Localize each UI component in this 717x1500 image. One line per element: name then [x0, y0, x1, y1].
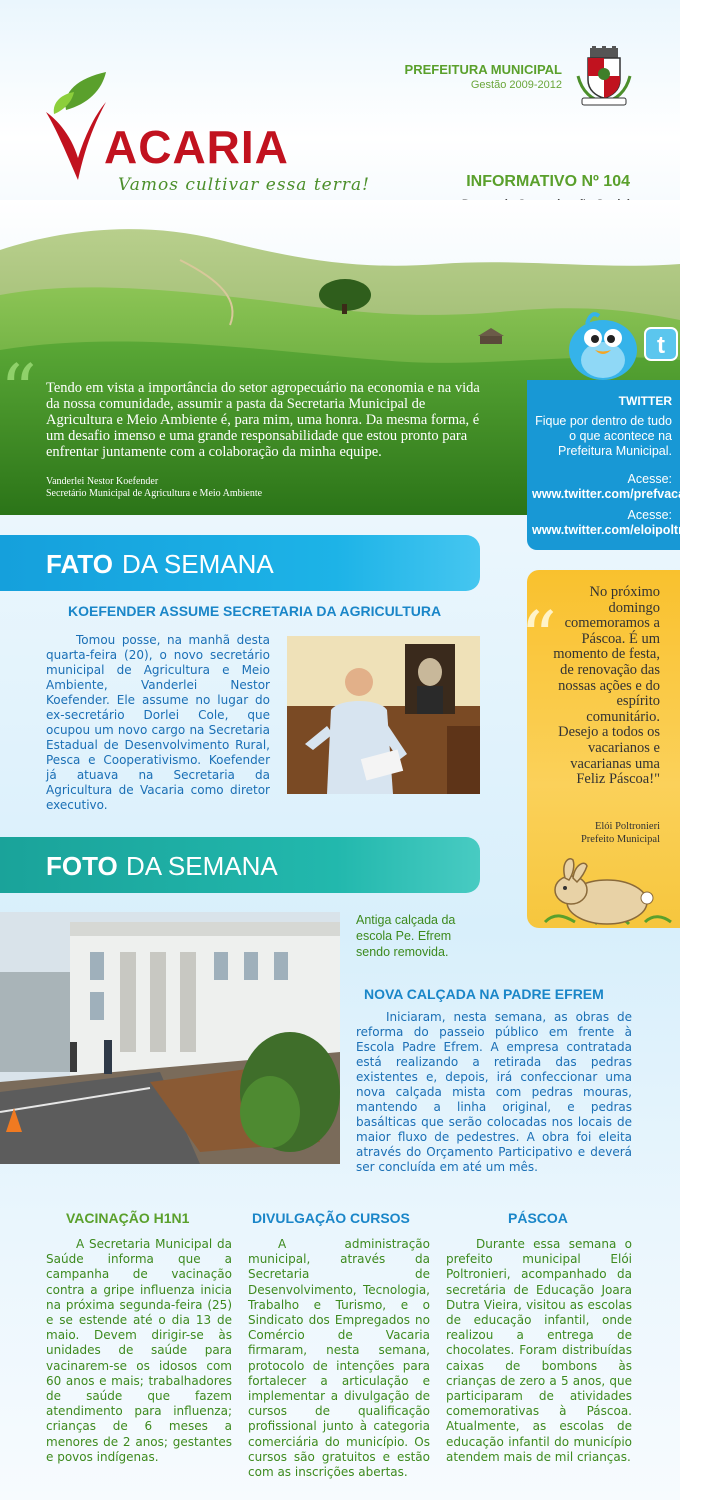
- twitter-text: Fique por dentro de tudo o que acontece na Prefeitura Municipal.: [535, 414, 672, 458]
- quote-mark-icon: “: [0, 349, 37, 433]
- easter-quote-mark-icon: “: [520, 596, 557, 680]
- twitter-badge-glyph: t: [657, 332, 665, 359]
- fato-da-semana-banner: [0, 535, 480, 591]
- bunny-icon: [535, 852, 675, 930]
- koefender-photo: [287, 636, 480, 794]
- col3-body: Durante essa semana o prefeito municipal Elói Poltronieri, acompanhado da secretária de Educação Joara Dutra Vieira, visitou as escolas de educação infantil, onde realizou a entrega de chocolates. Foram distribuídas caixas de bombons às crianças de zero a 5 anos, que participaram de atividades comemorativas à Páscoa. Atualmente, as escolas de educação infantil do município atendem mais de mil crianças.: [446, 1237, 632, 1464]
- twitter-link-eloipoltronieri[interactable]: Acesse: www.twitter.com/eloipoltronieri: [532, 508, 717, 537]
- school-sidewalk-photo: [0, 912, 340, 1164]
- easter-message-text: No próximo domingo comemoramos a Páscoa. É um momento de festa, de renovação das nossas ações e do espírito comunitário. Desejo a todos os vacarianos e vacarianas uma Feliz Páscoa!": [553, 584, 660, 788]
- fato-body: Tomou posse, na manhã desta quarta-feira (20), o novo secretário municipal de Agricultura e Meio Ambiente, Vanderlei Nestor Koefender. Ele assume no lugar do ex-secretário Dorlei Cole, que ocupou um novo cargo na Secretaria Estadual de Desenvolvimento Rural, Pesca e Cooperativismo. Koefender já atuava na Secretaria da Agricultura de Vacaria como diretor executivo.: [46, 633, 270, 812]
- col1-body: A Secretaria Municipal da Saúde informa que a campanha de vacinação contra a gripe influenza inicia na próxima segunda-feira (25) e se estende até o dia 13 de maio. Devem dirigir-se às unidades de saúde para vacinarem-se os idosos com 60 anos e mais; trabalhadores de saúde que fazem atendimento para influenza; crianças de 6 meses a menores de 2 anos; gestantes e povos indígenas.: [46, 1237, 232, 1464]
- foto-caption: Antiga calçada da escola Pe. Efrem sendo removida.: [356, 913, 456, 959]
- foto-banner-rest: DA SEMANA: [126, 851, 278, 881]
- col2-headline: DIVULGAÇÃO CURSOS: [252, 1210, 410, 1226]
- intro-author-role: Secretário Municipal de Agricultura e Meio Ambiente: [46, 488, 263, 499]
- fato-banner-rest: DA SEMANA: [122, 549, 274, 579]
- prefeitura-term: Gestão 2009-2012: [470, 79, 562, 91]
- easter-author: [581, 820, 660, 846]
- fato-banner-bold: FATO: [46, 549, 113, 579]
- informativo-number: INFORMATIVO Nº 104: [466, 173, 630, 190]
- foto-headline: NOVA CALÇADA NA PADRE EFREM: [364, 986, 604, 1002]
- intro-author-name: Vanderlei Nestor Koefender: [46, 476, 159, 487]
- twitter-heading: TWITTER: [618, 394, 672, 408]
- col3-headline: PÁSCOA: [508, 1210, 568, 1226]
- twitter-box: [527, 380, 717, 550]
- intro-quote-author: [46, 476, 262, 500]
- municipal-crest-icon: [576, 46, 632, 106]
- prefeitura-title: PREFEITURA MUNICIPAL: [404, 62, 562, 77]
- foto-da-semana-banner: [0, 837, 480, 893]
- foto-banner-bold: FOTO: [46, 851, 118, 881]
- col1-headline: VACINAÇÃO H1N1: [66, 1210, 190, 1226]
- intro-quote-text: Tendo em vista a importância do setor agropecuário na economia e na vida da nossa comunidade, assumir a pasta da Secretaria Municipal de Agricultura e Meio Ambiente é, para mim, uma honra. Da mesma forma, é um desafio imenso e uma grande responsabilidade que estou pronto para enfrentar juntamente com a colaboração da minha equipe.: [46, 380, 480, 460]
- logo-wordmark: ACARIA: [104, 121, 289, 173]
- twitter-bird-icon: [565, 300, 680, 380]
- logo-slogan: Vamos cultivar essa terra!: [118, 175, 370, 195]
- twitter-link-prefvacaria[interactable]: Acesse: www.twitter.com/prefvacaria: [532, 472, 701, 501]
- easter-author-name: Elói Poltronieri: [594, 821, 660, 832]
- fato-headline: KOEFENDER ASSUME SECRETARIA DA AGRICULTURA: [68, 603, 442, 619]
- foto-body: Iniciaram, nesta semana, as obras de reforma do passeio público em frente à Escola Padre Efrem. A empresa contratada está realizando a retirada das pedras existentes e, depois, irá confeccionar uma nova calçada mista com pedras mouras, mantendo a linha original, e pedras basálticas que serão colocadas nos locais de maior fluxo de pedestres. A obra foi eleita através do Orçamento Participativo e deverá ser concluída em até um mês.: [356, 1010, 632, 1174]
- col2-body: A administração municipal, através da Secretaria de Desenvolvimento, Tecnologia, Trabalho e Turismo, e o Sindicato dos Empregados no Comércio de Vacaria firmaram, nesta semana, protocolo de intenções para fortalecer a articulação e implementar a divulgação de cursos de qualificação profissional junto à categoria comerciária do município. Os cursos são gratuitos e estão com as inscrições abertas.: [248, 1237, 430, 1480]
- easter-author-role: Prefeito Municipal: [580, 834, 660, 845]
- vacaria-logo-v-icon: [44, 72, 108, 182]
